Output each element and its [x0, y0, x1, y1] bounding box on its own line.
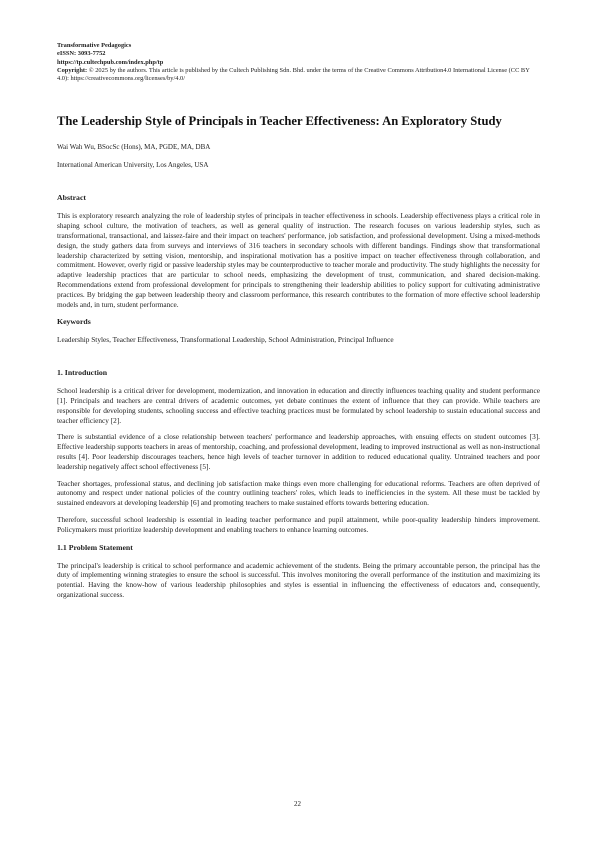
copyright-label: Copyright: — [57, 66, 88, 74]
abstract-heading: Abstract — [57, 193, 87, 203]
journal-name: Transformative Pedagogics — [57, 42, 132, 49]
abstract-text: This is exploratory research analyzing the role of leadership styles of principals in teacher effectiveness in schools. Leadership effectiveness plays a critical role in shaping school culture, the motivation of teachers, as well as general quality of instruction. The research focuses on various leadership styles, such as transformational, transactional, and laissez-faire and their impact on teachers' performance, job satisfaction, and professional development. Using a mixed-methods design, the study gathers data from surveys and interviews of 316 teachers in secondary schools with different bandings. Findings show that transformational leadership characterized by setting vision, mentorship, and inspirational motivation has a positive impact on teacher effectiveness through collaboration, and commitment. However, overly rigid or passive leadership styles may be counterproductive to teacher morale and productivity. The study highlights the necessity for adaptive leadership practices that are particular to school needs, emphasizing the development of trust, communication, and shared decision-making. Recommendations extend from professional development for principals to strengthening their leadership abilities to policy support for cultivating administrative practices. By bridging the gap between leadership theory and classroom performance, this research contributes to the formation of more effective school leadership models and, in turn, student performance. — [57, 211, 540, 309]
problem-statement-text: The principal's leadership is critical to school performance and academic achievement of the students. Being the primary accountable person, the principal has the duty of implementing winning strategies to ensure the school is successful. This involves monitoring the overall performance of the institution and maximizing its potential. Having the know-how of various leadership philosophies and styles is essential in influencing the effectiveness of educators and, consequently, organizational success. — [57, 560, 540, 599]
journal-url[interactable]: https://tp.cultechpub.com/index.php/tp — [57, 58, 164, 66]
introduction-paragraph: There is substantial evidence of a close relationship between teachers' performance and leadership approaches, with ensuing effects on student outcomes [3]. Effective leadership supports teachers in areas of mentorship, coaching, and professional development, leading to improved instructional as well as non-instructional results [4]. Poor leadership discourages teachers, hence high levels of teacher turnover in addition to reduced educational quality. Untrained teachers and poor leadership negatively affect school effectiveness [5]. — [57, 432, 540, 471]
journal-header — [57, 42, 540, 83]
introduction-paragraph: School leadership is a critical driver for development, modernization, and innovation in education and directly influences teaching quality and student performance [1]. Principals and teachers are central drivers of academic outcomes, yet debate continues the extent of influence that they can provide. While teachers are responsible for developing students, schooling success and effective teaching practices must be formulated by school leadership to sustain educational success and teacher efficiency [2]. — [57, 386, 540, 425]
journal-eissn: eISSN: 3093-7752 — [57, 50, 106, 58]
author-line: Wai Wah Wu, BSocSc (Hons), MA, PGDE, MA, DBA — [57, 143, 211, 152]
problem-statement-heading: 1.1 Problem Statement — [57, 542, 133, 552]
copyright-text: © 2025 by the authors. This article is published by the Cultech Publishing Sdn. Bhd. under the terms of the Creative Commons Attribution4.0 International License (CC BY 4.0): https://creativecommons.org/licenses/by/4.0/ — [57, 66, 530, 83]
article-page — [57, 42, 540, 600]
article-title: The Leadership Style of Principals in Teacher Effectiveness: An Exploratory Study — [57, 114, 502, 129]
introduction-heading: 1. Introduction — [57, 368, 108, 378]
page-number: 22 — [294, 800, 301, 808]
keywords-heading: Keywords — [57, 317, 91, 327]
introduction-paragraph: Therefore, successful school leadership is essential in leading teacher performance and pupil attainment, while poor-quality leadership hinders improvement. Policymakers must prioritize leadership development and enabling teachers to enhance learning outcomes. — [57, 515, 540, 534]
introduction-paragraph: Teacher shortages, professional status, and declining job satisfaction make things even more challenging for educational reforms. Teachers are often deprived of autonomy and respect under national policies of the country outlining teachers' roles, which leads to inefficiencies in the system. All these must be tackled by sustained endeavors at developing leadership [6] and promoting teachers to make sustained efforts towards bettering education. — [57, 478, 540, 508]
keywords-text: Leadership Styles, Teacher Effectiveness, Transformational Leadership, School Administration, Principal Influence — [57, 335, 394, 345]
affiliation: International American University, Los Angeles, USA — [57, 161, 209, 170]
copyright-notice — [57, 67, 540, 84]
